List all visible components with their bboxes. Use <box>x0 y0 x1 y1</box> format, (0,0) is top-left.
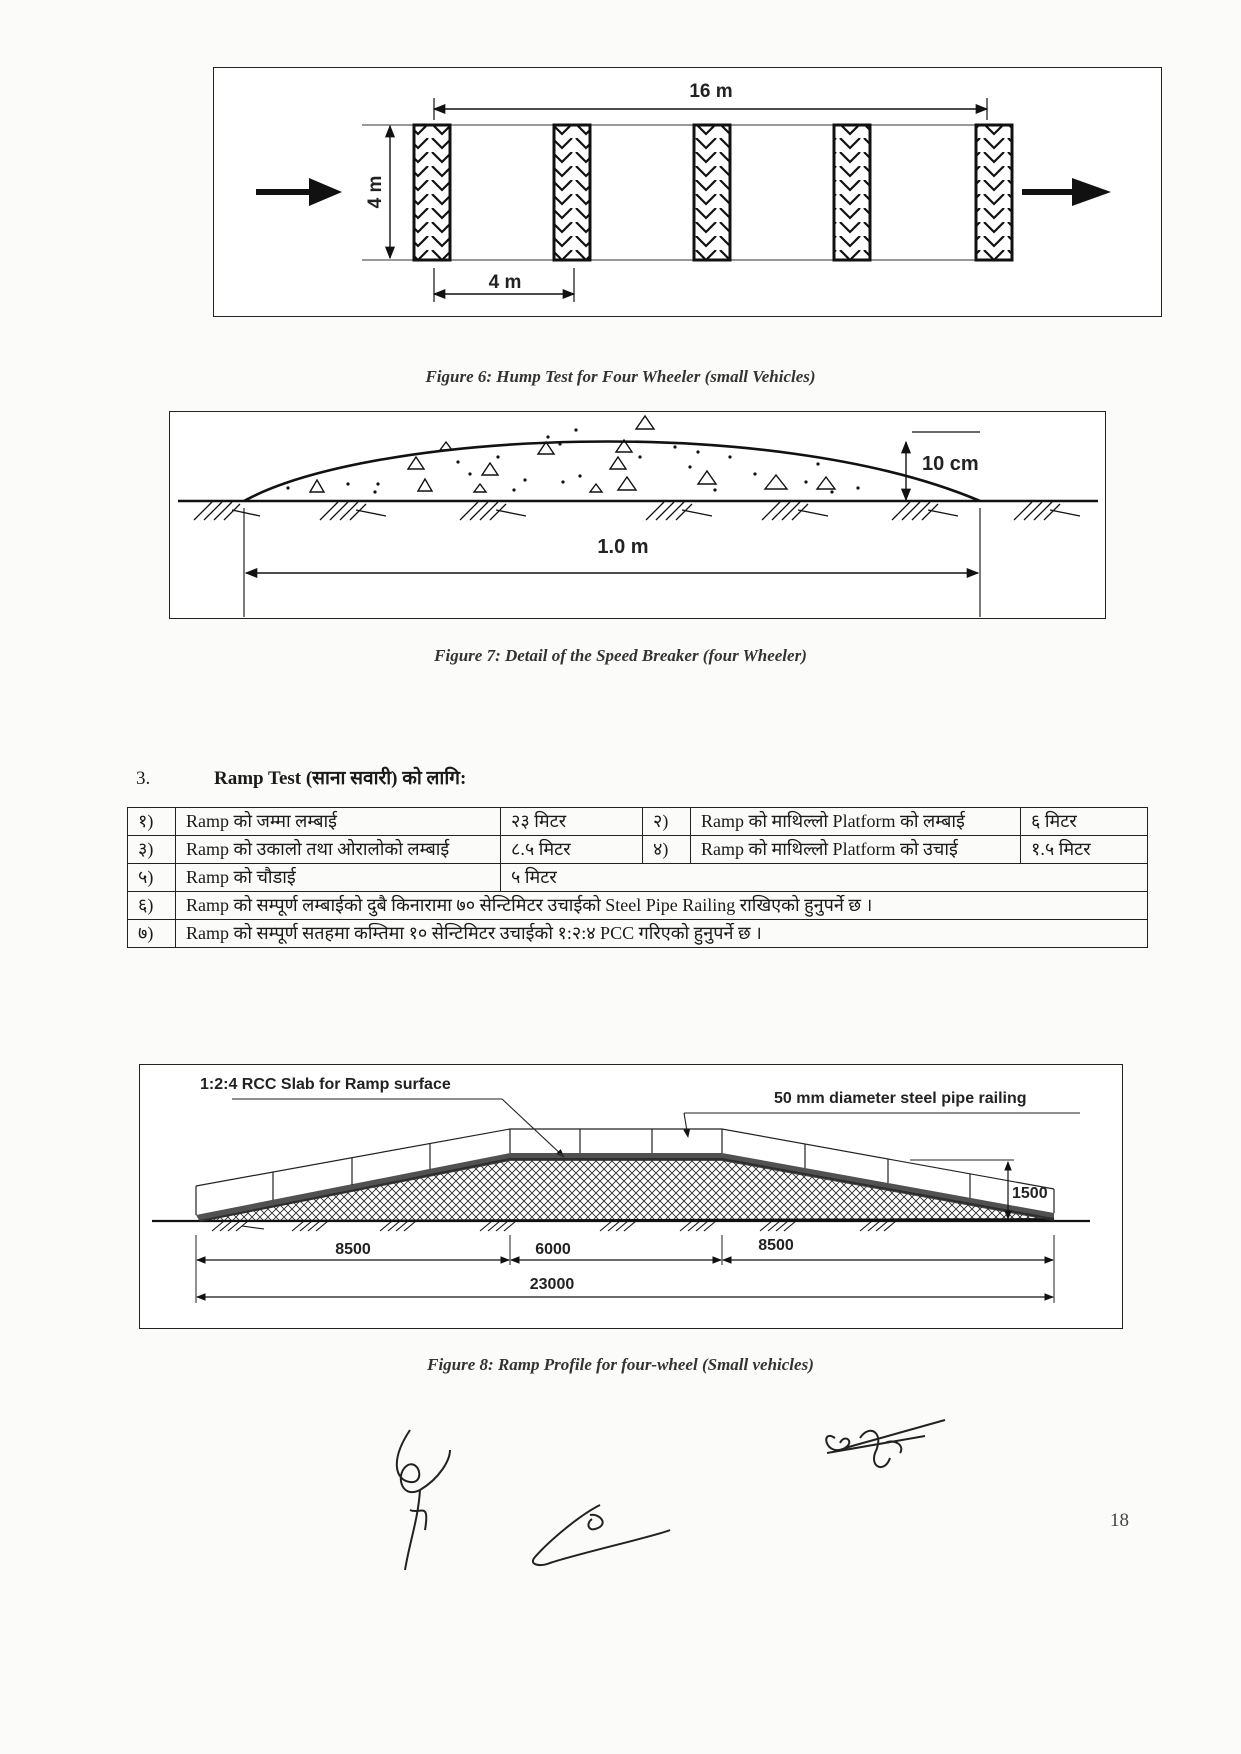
width-dimension-label: 1.0 m <box>597 536 649 558</box>
section-number: 3. <box>136 768 151 789</box>
hump-2 <box>554 125 590 260</box>
aggregate-fill <box>310 416 835 492</box>
spec-value: ६ मिटर <box>1021 808 1148 836</box>
slab-label: 1:2:4 RCC Slab for Ramp surface <box>200 1076 451 1093</box>
spec-value: २३ मिटर <box>501 808 643 836</box>
spec-label: Ramp को जम्मा लम्बाई <box>176 808 501 836</box>
ground-hatching <box>194 502 1080 520</box>
row-number: ७) <box>128 920 176 948</box>
spec-label: Ramp को माथिल्लो Platform को लम्बाई <box>691 808 1021 836</box>
section-heading <box>136 764 466 790</box>
hump-4 <box>834 125 870 260</box>
width-dimension-label: 4 m <box>365 175 386 209</box>
ramp-specification-table <box>127 807 1148 948</box>
page-number: 18 <box>1110 1510 1129 1531</box>
figure-8-caption: Figure 8: Ramp Profile for four-wheel (Small vehicles) <box>427 1355 814 1374</box>
hump-1 <box>414 125 450 260</box>
figure-6-caption: Figure 6: Hump Test for Four Wheeler (small Vehicles) <box>425 367 816 386</box>
signature-3 <box>815 1408 965 1483</box>
height-dimension-label: 10 cm <box>922 453 979 475</box>
length-dimension-label: 16 m <box>689 81 733 102</box>
railing-label: 50 mm diameter steel pipe railing <box>774 1090 1027 1107</box>
speed-breaker-diagram <box>170 412 1107 620</box>
row-number: १) <box>128 808 176 836</box>
figure-6-hump-test <box>213 67 1162 317</box>
platform-dimension-label: 6000 <box>535 1241 571 1258</box>
left-slope-dimension-label: 8500 <box>335 1241 371 1258</box>
spec-label: Ramp को माथिल्लो Platform को उचाई <box>691 836 1021 864</box>
total-dimension-label: 23000 <box>529 1276 575 1293</box>
table-row <box>128 836 1148 864</box>
hump-profile <box>244 442 980 501</box>
spec-value: ५ मिटर <box>501 864 1148 892</box>
table-row <box>128 808 1148 836</box>
right-slope-dimension-label: 8500 <box>758 1237 794 1254</box>
hump-3 <box>694 125 730 260</box>
row-number: ४) <box>643 836 691 864</box>
table-row <box>128 892 1148 920</box>
figure-8-ramp-profile <box>139 1064 1123 1329</box>
row-number: ६) <box>128 892 176 920</box>
hump-test-diagram <box>214 68 1163 318</box>
spec-value: ८.५ मिटर <box>501 836 643 864</box>
row-number: ५) <box>128 864 176 892</box>
signature-1 <box>380 1420 470 1580</box>
slab-leader <box>502 1099 564 1157</box>
figure-7-caption: Figure 7: Detail of the Speed Breaker (four Wheeler) <box>434 646 807 665</box>
height-dimension-label: 1500 <box>1012 1185 1048 1202</box>
spec-requirement: Ramp को सम्पूर्ण सतहमा कम्तिमा १० सेन्टिमिटर उचाईको १:२:४ PCC गरिएको हुनुपर्ने छ । <box>176 920 1148 948</box>
row-number: २) <box>643 808 691 836</box>
section-title: Ramp Test (साना सवारी) को लागि: <box>214 768 467 789</box>
spec-requirement: Ramp को सम्पूर्ण लम्बाईको दुबै किनारामा ७० सेन्टिमिटर उचाईको Steel Pipe Railing राखिएको हुनुपर्ने छ । <box>176 892 1148 920</box>
spec-label: Ramp को चौडाई <box>176 864 501 892</box>
table-row <box>128 864 1148 892</box>
row-number: ३) <box>128 836 176 864</box>
ramp-profile-diagram <box>140 1065 1124 1330</box>
ground-hatching <box>212 1221 896 1231</box>
figure-7-speed-breaker <box>169 411 1106 619</box>
spec-label: Ramp को उकालो तथा ओरालोको लम्बाई <box>176 836 501 864</box>
direction-arrow-in <box>256 178 342 206</box>
hump-5 <box>976 125 1012 260</box>
spec-value: १.५ मिटर <box>1021 836 1148 864</box>
railing-leader <box>684 1113 688 1137</box>
table-row <box>128 920 1148 948</box>
direction-arrow-out <box>1022 178 1111 206</box>
signature-2 <box>520 1495 680 1575</box>
spacing-dimension-label: 4 m <box>488 272 522 293</box>
